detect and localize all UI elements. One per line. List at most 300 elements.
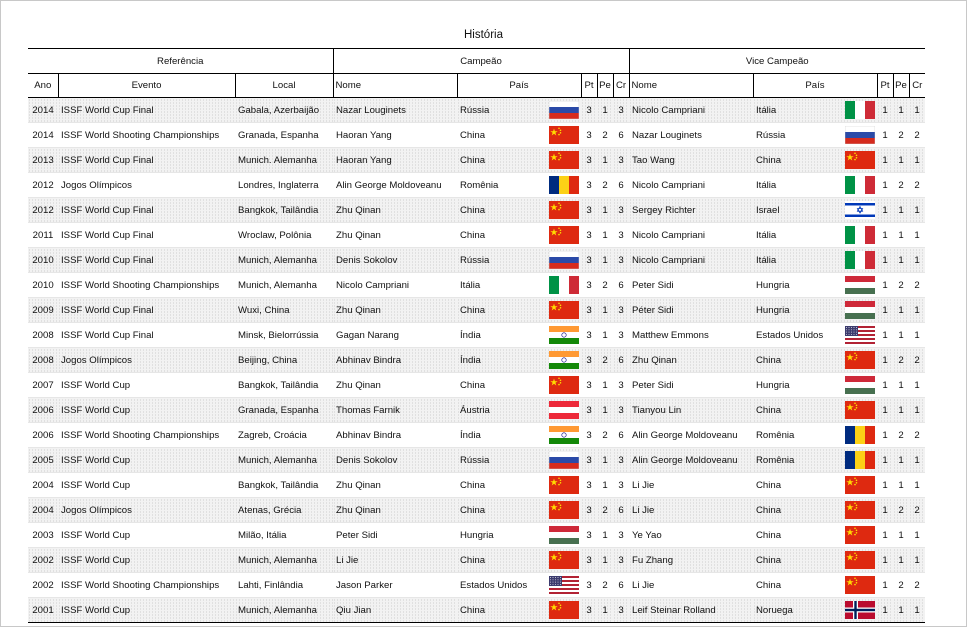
- china-flag-icon: [549, 301, 579, 319]
- cell-vice-nome: Tianyou Lin: [629, 398, 753, 423]
- cell-local: Londres, Inglaterra: [235, 173, 333, 198]
- table-row: [28, 323, 925, 348]
- cell-campeao-pais: China: [457, 498, 535, 523]
- cell-vice-pais: Hungria: [753, 273, 831, 298]
- cell-campeao-pais: China: [457, 373, 535, 398]
- cell-vice-cr: 2: [909, 273, 925, 298]
- table-row: [28, 573, 925, 598]
- cell-campeao-pais: Índia: [457, 323, 535, 348]
- romania-flag-icon: [845, 451, 875, 469]
- cell-vice-pais: Itália: [753, 173, 831, 198]
- cell-ano: 2008: [28, 348, 58, 373]
- cell-campeao-nome: Denis Sokolov: [333, 248, 457, 273]
- cell-campeao-pais: China: [457, 548, 535, 573]
- china-flag-icon: [845, 576, 875, 594]
- china-flag-icon: [549, 551, 579, 569]
- cell-vice-cr: 1: [909, 523, 925, 548]
- cell-campeao-nome: Gagan Narang: [333, 323, 457, 348]
- cell-vice-pt: 1: [877, 398, 893, 423]
- table-row: [28, 248, 925, 273]
- cell-ano: 2002: [28, 573, 58, 598]
- cell-campeao-cr: 3: [613, 223, 629, 248]
- table-row: [28, 173, 925, 198]
- cell-campeao-pt: 3: [581, 273, 597, 298]
- col-pt: Pt: [581, 74, 597, 98]
- cell-campeao-pe: 1: [597, 198, 613, 223]
- cell-campeao-nome: Qiu Jian: [333, 598, 457, 623]
- italy-flag-icon: [549, 276, 579, 294]
- table-row: [28, 223, 925, 248]
- cell-local: Minsk, Bielorrússia: [235, 323, 333, 348]
- cell-vice-pe: 1: [893, 248, 909, 273]
- india-flag-icon: [549, 426, 579, 444]
- cell-vice-cr: 2: [909, 498, 925, 523]
- col-vice-nome: Nome: [629, 74, 753, 98]
- table-row: [28, 198, 925, 223]
- china-flag-icon: [845, 501, 875, 519]
- cell-vice-pais: Romênia: [753, 448, 831, 473]
- cell-campeao-pais: Índia: [457, 423, 535, 448]
- cell-campeao-pt: 3: [581, 348, 597, 373]
- russia-flag-icon: [845, 126, 875, 144]
- cell-vice-pt: 1: [877, 373, 893, 398]
- cell-ano: 2005: [28, 448, 58, 473]
- col-vice-pe: Pe: [893, 74, 909, 98]
- cell-campeao-pais: China: [457, 198, 535, 223]
- col-vice-cr: Cr: [909, 74, 925, 98]
- cell-campeao-cr: 6: [613, 273, 629, 298]
- cell-evento: ISSF World Cup Final: [58, 323, 235, 348]
- cell-campeao-pt: 3: [581, 198, 597, 223]
- russia-flag-icon: [549, 451, 579, 469]
- cell-vice-cr: 2: [909, 173, 925, 198]
- cell-vice-nome: Matthew Emmons: [629, 323, 753, 348]
- cell-local: Munich, Alemanha: [235, 448, 333, 473]
- cell-vice-pe: 2: [893, 498, 909, 523]
- cell-campeao-pe: 1: [597, 473, 613, 498]
- cell-vice-pais: Noruega: [753, 598, 831, 623]
- cell-campeao-nome: Haoran Yang: [333, 123, 457, 148]
- cell-vice-nome: Alin George Moldoveanu: [629, 423, 753, 448]
- col-evento: Evento: [58, 74, 235, 98]
- cell-campeao-pt: 3: [581, 248, 597, 273]
- cell-campeao-pt: 3: [581, 598, 597, 623]
- cell-local: Munich, Alemanha: [235, 248, 333, 273]
- cell-campeao-pe: 1: [597, 398, 613, 423]
- cell-campeao-nome: Li Jie: [333, 548, 457, 573]
- table-row: [28, 273, 925, 298]
- cell-vice-cr: 1: [909, 198, 925, 223]
- cell-campeao-pais: China: [457, 123, 535, 148]
- cell-campeao-nome: Haoran Yang: [333, 148, 457, 173]
- cell-campeao-cr: 3: [613, 598, 629, 623]
- cell-vice-pt: 1: [877, 348, 893, 373]
- cell-campeao-pais: Rússia: [457, 448, 535, 473]
- cell-campeao-pais: Estados Unidos: [457, 573, 535, 598]
- col-local: Local: [235, 74, 333, 98]
- cell-vice-pt: 1: [877, 498, 893, 523]
- china-flag-icon: [845, 401, 875, 419]
- cell-ano: 2004: [28, 498, 58, 523]
- usa-flag-icon: [845, 326, 875, 344]
- china-flag-icon: [549, 601, 579, 619]
- group-header-row: [28, 49, 925, 74]
- cell-campeao-nome: Nicolo Campriani: [333, 273, 457, 298]
- cell-vice-nome: Nicolo Campriani: [629, 98, 753, 123]
- cell-campeao-pt: 3: [581, 173, 597, 198]
- cell-vice-pe: 2: [893, 348, 909, 373]
- cell-ano: 2007: [28, 373, 58, 398]
- table-row: [28, 148, 925, 173]
- cell-local: Gabala, Azerbaijão: [235, 98, 333, 123]
- cell-campeao-pt: 3: [581, 398, 597, 423]
- cell-vice-cr: 1: [909, 448, 925, 473]
- hungary-flag-icon: [845, 301, 875, 319]
- cell-vice-pt: 1: [877, 298, 893, 323]
- cell-campeao-pe: 1: [597, 523, 613, 548]
- cell-local: Granada, Espanha: [235, 398, 333, 423]
- cell-local: Bangkok, Tailândia: [235, 473, 333, 498]
- cell-vice-nome: Péter Sidi: [629, 298, 753, 323]
- cell-campeao-cr: 6: [613, 423, 629, 448]
- cell-campeao-pt: 3: [581, 298, 597, 323]
- cell-vice-nome: Fu Zhang: [629, 548, 753, 573]
- cell-campeao-cr: 3: [613, 473, 629, 498]
- cell-vice-cr: 2: [909, 123, 925, 148]
- cell-vice-cr: 1: [909, 223, 925, 248]
- table-row: [28, 498, 925, 523]
- cell-campeao-nome: Zhu Qinan: [333, 198, 457, 223]
- cell-ano: 2008: [28, 323, 58, 348]
- cell-campeao-nome: Peter Sidi: [333, 523, 457, 548]
- cell-ano: 2006: [28, 423, 58, 448]
- hungary-flag-icon: [845, 276, 875, 294]
- cell-campeao-pais: Rússia: [457, 248, 535, 273]
- cell-vice-pais: Romênia: [753, 423, 831, 448]
- china-flag-icon: [845, 526, 875, 544]
- cell-vice-nome: Leif Steinar Rolland: [629, 598, 753, 623]
- cell-campeao-cr: 6: [613, 173, 629, 198]
- col-nome: Nome: [333, 74, 457, 98]
- china-flag-icon: [845, 151, 875, 169]
- cell-campeao-cr: 3: [613, 298, 629, 323]
- cell-vice-cr: 1: [909, 598, 925, 623]
- cell-local: Munich, Alemanha: [235, 598, 333, 623]
- cell-vice-pais: China: [753, 148, 831, 173]
- cell-campeao-pais: Hungria: [457, 523, 535, 548]
- cell-campeao-pt: 3: [581, 323, 597, 348]
- cell-ano: 2001: [28, 598, 58, 623]
- cell-vice-cr: 1: [909, 248, 925, 273]
- cell-local: Wuxi, China: [235, 298, 333, 323]
- col-cr: Cr: [613, 74, 629, 98]
- cell-campeao-pt: 3: [581, 223, 597, 248]
- table-row: [28, 348, 925, 373]
- cell-vice-pt: 1: [877, 273, 893, 298]
- cell-campeao-nome: Zhu Qinan: [333, 498, 457, 523]
- cell-vice-pe: 2: [893, 573, 909, 598]
- cell-vice-pt: 1: [877, 423, 893, 448]
- cell-vice-pais: Itália: [753, 223, 831, 248]
- cell-campeao-cr: 3: [613, 548, 629, 573]
- cell-evento: ISSF World Cup: [58, 548, 235, 573]
- cell-vice-pais: China: [753, 348, 831, 373]
- cell-evento: ISSF World Cup: [58, 398, 235, 423]
- cell-campeao-pt: 3: [581, 473, 597, 498]
- cell-vice-cr: 2: [909, 423, 925, 448]
- cell-campeao-cr: 3: [613, 323, 629, 348]
- cell-evento: ISSF World Cup: [58, 523, 235, 548]
- cell-campeao-nome: Denis Sokolov: [333, 448, 457, 473]
- cell-ano: 2004: [28, 473, 58, 498]
- hungary-flag-icon: [549, 526, 579, 544]
- cell-local: Bangkok, Tailândia: [235, 198, 333, 223]
- cell-campeao-pt: 3: [581, 423, 597, 448]
- china-flag-icon: [549, 151, 579, 169]
- cell-vice-pt: 1: [877, 323, 893, 348]
- cell-campeao-cr: 6: [613, 573, 629, 598]
- cell-vice-pe: 1: [893, 473, 909, 498]
- cell-campeao-cr: 3: [613, 248, 629, 273]
- table-row: [28, 523, 925, 548]
- cell-vice-pt: 1: [877, 473, 893, 498]
- cell-campeao-nome: Nazar Louginets: [333, 98, 457, 123]
- table-row: [28, 123, 925, 148]
- cell-vice-cr: 1: [909, 473, 925, 498]
- cell-campeao-pe: 1: [597, 298, 613, 323]
- cell-vice-pt: 1: [877, 598, 893, 623]
- cell-evento: ISSF World Shooting Championships: [58, 273, 235, 298]
- cell-ano: 2002: [28, 548, 58, 573]
- table-row: [28, 298, 925, 323]
- china-flag-icon: [549, 201, 579, 219]
- cell-vice-pe: 1: [893, 373, 909, 398]
- cell-campeao-pais: Itália: [457, 273, 535, 298]
- cell-campeao-pe: 1: [597, 248, 613, 273]
- russia-flag-icon: [549, 251, 579, 269]
- cell-vice-nome: Nicolo Campriani: [629, 173, 753, 198]
- cell-local: Milão, Itália: [235, 523, 333, 548]
- cell-vice-nome: Peter Sidi: [629, 273, 753, 298]
- col-pe: Pe: [597, 74, 613, 98]
- romania-flag-icon: [549, 176, 579, 194]
- cell-vice-pais: China: [753, 523, 831, 548]
- cell-vice-pt: 1: [877, 548, 893, 573]
- israel-flag-icon: [845, 201, 875, 219]
- austria-flag-icon: [549, 401, 579, 419]
- cell-evento: ISSF World Cup: [58, 448, 235, 473]
- cell-vice-pt: 1: [877, 448, 893, 473]
- cell-campeao-nome: Zhu Qinan: [333, 223, 457, 248]
- usa-flag-icon: [549, 576, 579, 594]
- cell-evento: ISSF World Cup: [58, 473, 235, 498]
- cell-campeao-pais: Romênia: [457, 173, 535, 198]
- cell-campeao-nome: Zhu Qinan: [333, 373, 457, 398]
- cell-vice-cr: 1: [909, 323, 925, 348]
- cell-vice-nome: Nazar Louginets: [629, 123, 753, 148]
- group-referencia: Referência: [28, 49, 333, 74]
- cell-vice-pe: 1: [893, 448, 909, 473]
- china-flag-icon: [845, 476, 875, 494]
- cell-ano: 2003: [28, 523, 58, 548]
- cell-campeao-pt: 3: [581, 148, 597, 173]
- cell-vice-pt: 1: [877, 198, 893, 223]
- cell-vice-pais: Rússia: [753, 123, 831, 148]
- cell-vice-pt: 1: [877, 223, 893, 248]
- cell-vice-pe: 1: [893, 198, 909, 223]
- cell-local: Munich. Alemanha: [235, 148, 333, 173]
- italy-flag-icon: [845, 176, 875, 194]
- romania-flag-icon: [845, 426, 875, 444]
- cell-local: Bangkok, Tailândia: [235, 373, 333, 398]
- cell-vice-nome: Ye Yao: [629, 523, 753, 548]
- cell-vice-pais: Hungria: [753, 298, 831, 323]
- cell-campeao-pais: Rússia: [457, 98, 535, 123]
- cell-vice-pais: Hungria: [753, 373, 831, 398]
- china-flag-icon: [549, 226, 579, 244]
- cell-evento: ISSF World Cup Final: [58, 148, 235, 173]
- cell-campeao-cr: 3: [613, 98, 629, 123]
- cell-vice-cr: 1: [909, 373, 925, 398]
- cell-campeao-pais: China: [457, 148, 535, 173]
- cell-vice-pe: 1: [893, 398, 909, 423]
- cell-campeao-pt: 3: [581, 98, 597, 123]
- cell-vice-pais: Estados Unidos: [753, 323, 831, 348]
- cell-campeao-pt: 3: [581, 448, 597, 473]
- cell-vice-pe: 2: [893, 273, 909, 298]
- cell-ano: 2012: [28, 198, 58, 223]
- cell-vice-pais: China: [753, 573, 831, 598]
- cell-ano: 2010: [28, 273, 58, 298]
- cell-local: Granada, Espanha: [235, 123, 333, 148]
- cell-evento: ISSF World Cup Final: [58, 223, 235, 248]
- cell-vice-nome: Li Jie: [629, 573, 753, 598]
- cell-evento: ISSF World Cup: [58, 598, 235, 623]
- cell-campeao-pt: 3: [581, 123, 597, 148]
- cell-campeao-nome: Zhu Qinan: [333, 473, 457, 498]
- cell-local: Atenas, Grécia: [235, 498, 333, 523]
- cell-campeao-pt: 3: [581, 573, 597, 598]
- cell-evento: ISSF World Cup Final: [58, 198, 235, 223]
- cell-vice-pe: 1: [893, 298, 909, 323]
- cell-vice-nome: Peter Sidi: [629, 373, 753, 398]
- cell-campeao-pt: 3: [581, 373, 597, 398]
- cell-vice-pais: Israel: [753, 198, 831, 223]
- cell-evento: ISSF World Cup Final: [58, 298, 235, 323]
- cell-evento: ISSF World Shooting Championships: [58, 423, 235, 448]
- china-flag-icon: [549, 476, 579, 494]
- cell-vice-pe: 2: [893, 123, 909, 148]
- cell-campeao-cr: 3: [613, 448, 629, 473]
- cell-evento: ISSF World Cup: [58, 373, 235, 398]
- cell-vice-pe: 2: [893, 173, 909, 198]
- cell-campeao-pais: Áustria: [457, 398, 535, 423]
- cell-campeao-pe: 1: [597, 548, 613, 573]
- cell-vice-pe: 2: [893, 423, 909, 448]
- cell-campeao-nome: Zhu Qinan: [333, 298, 457, 323]
- cell-campeao-pe: 2: [597, 498, 613, 523]
- table-row: [28, 548, 925, 573]
- cell-campeao-cr: 3: [613, 148, 629, 173]
- italy-flag-icon: [845, 251, 875, 269]
- cell-vice-pt: 1: [877, 523, 893, 548]
- cell-vice-nome: Li Jie: [629, 473, 753, 498]
- cell-evento: Jogos Olímpicos: [58, 173, 235, 198]
- cell-campeao-nome: Abhinav Bindra: [333, 423, 457, 448]
- cell-vice-nome: Zhu Qinan: [629, 348, 753, 373]
- cell-local: Lahti, Finlândia: [235, 573, 333, 598]
- cell-vice-pais: Itália: [753, 98, 831, 123]
- cell-campeao-pe: 2: [597, 573, 613, 598]
- cell-evento: ISSF World Cup Final: [58, 98, 235, 123]
- cell-ano: 2014: [28, 98, 58, 123]
- cell-vice-pais: China: [753, 498, 831, 523]
- cell-ano: 2010: [28, 248, 58, 273]
- cell-campeao-cr: 3: [613, 198, 629, 223]
- cell-vice-pe: 1: [893, 98, 909, 123]
- group-vice-campeao: Vice Campeão: [629, 49, 925, 74]
- cell-vice-pt: 1: [877, 573, 893, 598]
- cell-vice-pe: 1: [893, 148, 909, 173]
- cell-ano: 2013: [28, 148, 58, 173]
- cell-vice-pais: China: [753, 473, 831, 498]
- china-flag-icon: [549, 501, 579, 519]
- cell-campeao-pe: 1: [597, 373, 613, 398]
- india-flag-icon: [549, 326, 579, 344]
- cell-evento: ISSF World Shooting Championships: [58, 123, 235, 148]
- cell-local: Wroclaw, Polônia: [235, 223, 333, 248]
- cell-local: Munich, Alemanha: [235, 273, 333, 298]
- page-title: História: [464, 29, 503, 41]
- group-campeao: Campeão: [333, 49, 629, 74]
- col-pais: País: [457, 74, 581, 98]
- cell-campeao-pais: China: [457, 223, 535, 248]
- cell-vice-pt: 1: [877, 173, 893, 198]
- col-vice-pais: País: [753, 74, 877, 98]
- column-header-row: [28, 74, 925, 98]
- cell-ano: 2014: [28, 123, 58, 148]
- cell-campeao-pais: China: [457, 598, 535, 623]
- cell-vice-nome: Alin George Moldoveanu: [629, 448, 753, 473]
- russia-flag-icon: [549, 101, 579, 119]
- cell-vice-pt: 1: [877, 148, 893, 173]
- cell-vice-pt: 1: [877, 98, 893, 123]
- history-table: [28, 48, 925, 623]
- cell-campeao-pais: China: [457, 473, 535, 498]
- cell-campeao-pe: 2: [597, 173, 613, 198]
- cell-vice-pt: 1: [877, 248, 893, 273]
- cell-campeao-cr: 6: [613, 348, 629, 373]
- cell-campeao-nome: Alin George Moldoveanu: [333, 173, 457, 198]
- cell-campeao-pe: 1: [597, 598, 613, 623]
- cell-vice-pais: China: [753, 548, 831, 573]
- cell-local: Munich, Alemanha: [235, 548, 333, 573]
- cell-ano: 2011: [28, 223, 58, 248]
- table-row: [28, 448, 925, 473]
- cell-campeao-nome: Thomas Farnik: [333, 398, 457, 423]
- china-flag-icon: [549, 376, 579, 394]
- cell-campeao-pe: 1: [597, 448, 613, 473]
- cell-campeao-pe: 1: [597, 323, 613, 348]
- cell-vice-pe: 1: [893, 548, 909, 573]
- cell-campeao-pe: 2: [597, 348, 613, 373]
- table-body: [28, 98, 925, 623]
- cell-campeao-pt: 3: [581, 548, 597, 573]
- cell-vice-pe: 1: [893, 598, 909, 623]
- china-flag-icon: [845, 351, 875, 369]
- cell-campeao-nome: Jason Parker: [333, 573, 457, 598]
- cell-campeao-pt: 3: [581, 523, 597, 548]
